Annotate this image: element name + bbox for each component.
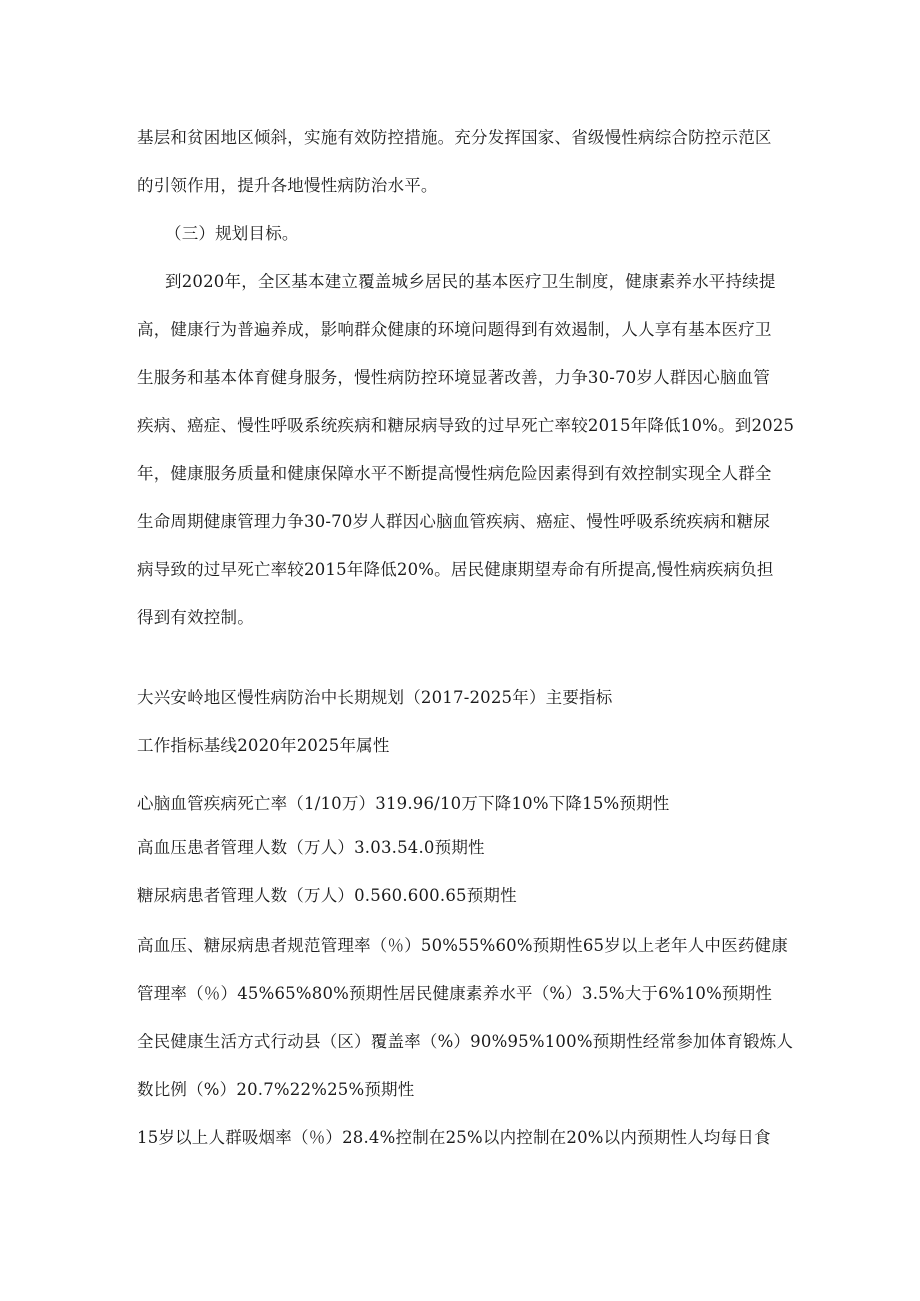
paragraph-line: 基层和贫困地区倾斜，实施有效防控措施。充分发挥国家、省级慢性病综合防控示范区 (137, 128, 772, 147)
table-row: 15岁以上人群吸烟率（％）28.4%控制在25%以内控制在20%以内预期性人均每日食 (137, 1128, 771, 1147)
paragraph-line: 高，健康行为普遍养成，影响群众健康的环境问题得到有效遏制，人人享有基本医疗卫 (137, 320, 772, 339)
section-heading: （三）规划目标。 (165, 224, 299, 243)
paragraph-line: 生命周期健康管理力争30-70岁人群因心脑血管疾病、癌症、慢性呼吸系统疾病和糖尿 (137, 512, 771, 531)
paragraph-line: 到2020年，全区基本建立覆盖城乡居民的基本医疗卫生制度，健康素养水平持续提 (165, 272, 776, 291)
paragraph-line: 的引领作用，提升各地慢性病防治水平。 (137, 176, 438, 195)
table-header: 工作指标基线2020年2025年属性 (137, 736, 390, 755)
paragraph-line: 病导致的过早死亡率较2015年降低20%。居民健康期望寿命有所提高,慢性病疾病负担 (137, 560, 774, 579)
table-row: 管理率（％）45%65%80%预期性居民健康素养水平（%）3.5%大于6%10%预期性 (137, 984, 773, 1003)
paragraph-line: 得到有效控制。 (137, 608, 254, 627)
table-title: 大兴安岭地区慢性病防治中长期规划（2017-2025年）主要指标 (137, 688, 613, 707)
table-row: 高血压患者管理人数（万人）3.03.54.0预期性 (137, 838, 485, 857)
table-row: 高血压、糖尿病患者规范管理率（％）50%55%60%预期性65岁以上老年人中医药健康 (137, 936, 788, 955)
paragraph-line: 年，健康服务质量和健康保障水平不断提高慢性病危险因素得到有效控制实现全人群全 (137, 464, 772, 483)
table-row: 全民健康生活方式行动县（区）覆盖率（%）90%95%100%预期性经常参加体育锻炼人 (137, 1032, 794, 1051)
paragraph-line: 生服务和基本体育健身服务，慢性病防控环境显著改善，力争30-70岁人群因心脑血管 (137, 368, 771, 387)
paragraph-line: 疾病、癌症、慢性呼吸系统疾病和糖尿病导致的过早死亡率较2015年降低10%。到2025 (137, 416, 795, 435)
table-row: 心脑血管疾病死亡率（1/10万）319.96/10万下降10%下降15%预期性 (137, 794, 670, 813)
table-row: 糖尿病患者管理人数（万人）0.560.600.65预期性 (137, 886, 517, 905)
table-row: 数比例（%）20.7%22%25%预期性 (137, 1080, 415, 1099)
